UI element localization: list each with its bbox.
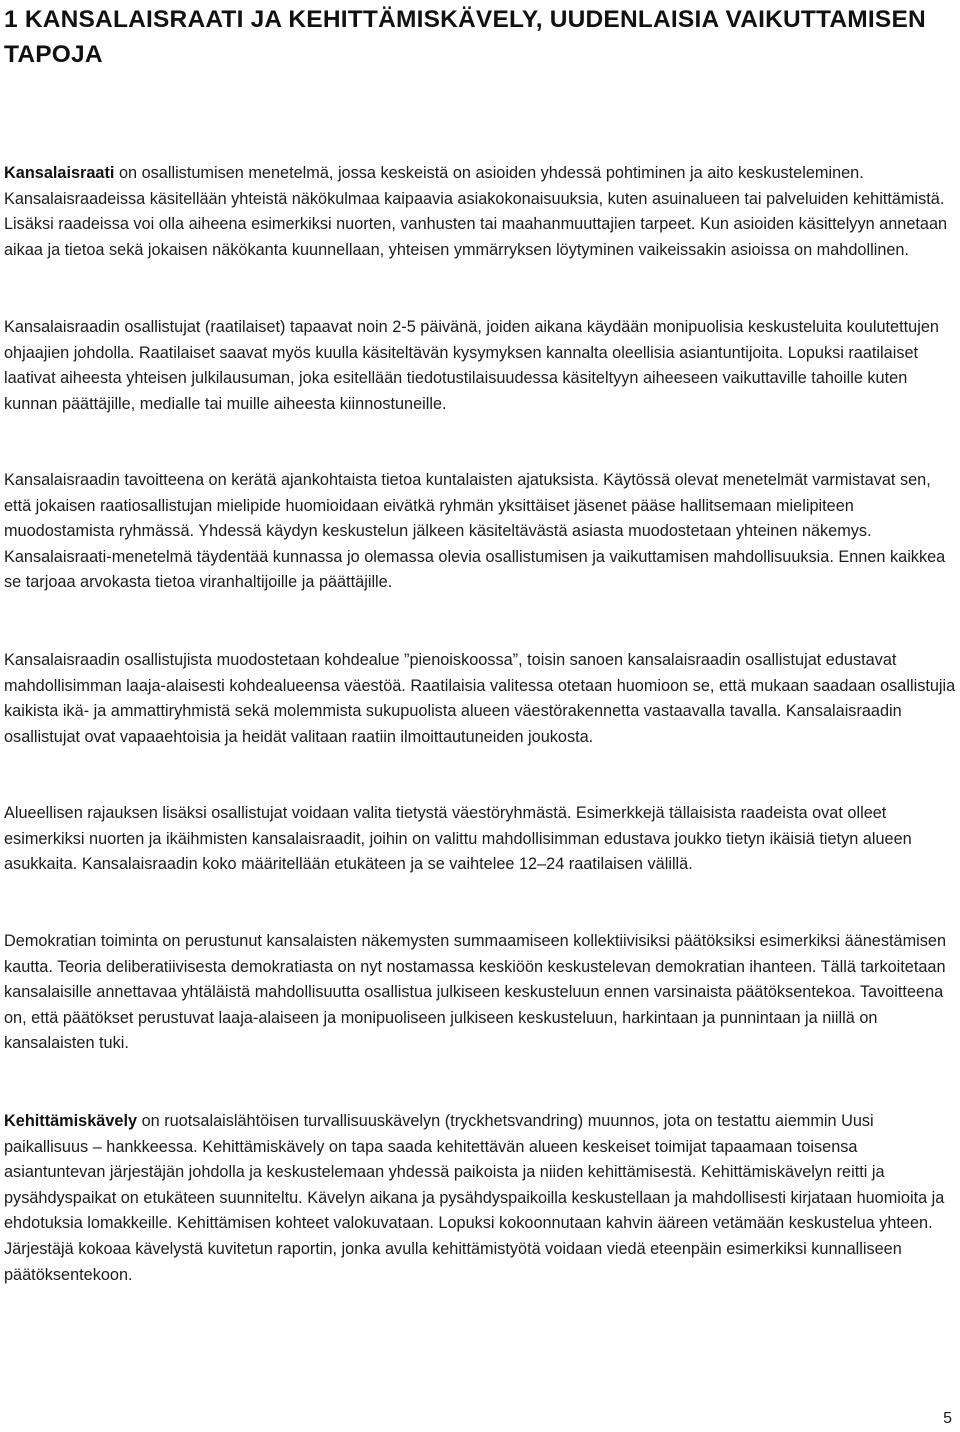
- paragraph-goals: [4, 468, 956, 596]
- paragraph-text: on osallistumisen menetelmä, jossa keskeistä on asioiden yhdessä pohtiminen ja aito keskusteleminen. Kansalaisraadeissa käsitellään yhteistä näkökulmaa kaipaavia asiakokonaisuuksia, kuten asuinalueen tai palveluiden kehittämistä. Lisäksi raadeissa voi olla aiheena esimerkiksi nuorten, vanhusten tai maahanmuuttajien tarpeet. Kun asioiden käsittelyyn annetaan aikaa ja tietoa sekä jokaisen näkökanta kuunnellaan, yhteisen ymmärryksen löytyminen vaikeissakin asioissa on mahdollinen.: [4, 164, 948, 259]
- paragraph-selection: [4, 648, 956, 750]
- page-title: 1 KANSALAISRAATI JA KEHITTÄMISKÄVELY, UUDENLAISIA VAIKUTTAMISEN TAPOJA: [4, 6, 926, 68]
- paragraph-text: on ruotsalaislähtöisen turvallisuuskävelyn (tryckhetsvandring) muunnos, jota on testattu aiemmin Uusi paikallisuus – hankkeessa. Kehittämiskävely on tapa saada kehitettävän alueen keskeiset toimijat tapaamaan toisensa asiantuntevan järjestäjän johdolla ja keskustelemaan yhdessä paikoista ja niiden kehittämisestä. Kehittämiskävelyn reitti ja pysähdyspaikat on etukäteen suunniteltu. Kävelyn aikana ja pysähdyspaikoilla keskustellaan ja mahdollisesti kirjataan huomioita ja ehdotuksia lomakkeille. Kehittämisen kohteet valokuvataan. Lopuksi kokoonnutaan kahvin ääreen vetämään keskustelua yhteen. Järjestäjä kokoaa kävelystä kuvitetun raportin, jonka avulla kehittämistyötä voidaan viedä eteenpäin esimerkiksi kunnalliseen päätöksentekoon.: [4, 1112, 945, 1284]
- paragraph-text: Kansalaisraadin osallistujat (raatilaiset) tapaavat noin 2-5 päivänä, joiden aikana käydään monipuolisia keskusteluita koulutettujen ohjaajien johdolla. Raatilaiset saavat myös kuulla käsiteltävän kysymyksen kannalta oleellisia asiantuntijoita. Lopuksi raatilaiset laativat aiheesta yhteisen julkilausuman, joka esitellään tiedotustilaisuudessa käsiteltyyn aiheeseen vaikuttaville tahoille kuten kunnan päättäjille, medialle tai muille aiheesta kiinnostuneille.: [4, 318, 939, 413]
- paragraph-text: Demokratian toiminta on perustunut kansalaisten näkemysten summaamiseen kollektiivisiksi päätöksiksi esimerkiksi äänestämisen kautta. Teoria deliberatiivisesta demokratiasta on nyt nostamassa keskiöön keskustelevan demokratian ihanteen. Tällä tarkoitetaan kansalaisille annettavaa yhtäläistä mahdollisuutta osallistua julkiseen keskusteluun ennen varsinaista päätöksentekoa. Tavoitteena on, että päätökset perustuvat laaja-alaiseen ja monipuoliseen julkiseen keskusteluun, harkintaan ja punnintaan ja niillä on kansalaisten tuki.: [4, 932, 947, 1053]
- paragraph-democracy: [4, 929, 956, 1057]
- paragraph-kansalaisraati-intro: [4, 161, 956, 263]
- paragraph-text: Alueellisen rajauksen lisäksi osallistujat voidaan valita tietystä väestöryhmästä. Esimerkkejä tällaisista raadeista ovat olleet esimerkiksi nuorten ja ikäihmisten kansalaisraadit, joihin on valittu mahdollisimman edustava joukko tietyn ikäisiä tietyn alueen asukkaita. Kansalaisraadin koko määritellään etukäteen ja se vaihtelee 12–24 raatilaisen välillä.: [4, 804, 912, 874]
- term-kansalaisraati: Kansalaisraati: [4, 164, 115, 182]
- paragraph-text: Kansalaisraadin tavoitteena on kerätä ajankohtaista tietoa kuntalaisten ajatuksista. Käytössä olevat menetelmät varmistavat sen, että jokaisen raatiosallistujan mielipide huomioidaan eivätkä ryhmän yksittäiset jäsenet pääse hallitsemaan mielipiteen muodostamista ryhmässä. Yhdessä käydyn keskustelun jälkeen käsiteltävästä asiasta muodostetaan yhteinen näkemys. Kansalaisraati-menetelmä täydentää kunnassa jo olemassa olevia osallistumisen ja vaikuttamisen mahdollisuuksia. Ennen kaikkea se tarjoaa arvokasta tietoa viranhaltijoille ja päättäjille.: [4, 471, 946, 592]
- paragraph-participants: [4, 315, 956, 417]
- paragraph-text: Kansalaisraadin osallistujista muodostetaan kohdealue ”pienoiskoossa”, toisin sanoen kansalaisraadin osallistujat edustavat mahdollisimman laaja-alaisesti kohdealueensa väestöä. Raatilaisia valitessa otetaan huomioon se, että mukaan saadaan osallistujia kaikista ikä- ja ammattiryhmistä sekä molemmista sukupuolista alueen väestörakennetta vastaavalla tavalla. Kansalaisraadin osallistujat ovat vapaaehtoisia ja heidät valitaan raatiin ilmoittautuneiden joukosta.: [4, 651, 956, 746]
- paragraph-population-groups: [4, 801, 956, 878]
- term-kehittamiskavely: Kehittämiskävely: [4, 1112, 138, 1130]
- paragraph-kehittamiskavely: [4, 1109, 956, 1288]
- page-number: 5: [943, 1410, 952, 1427]
